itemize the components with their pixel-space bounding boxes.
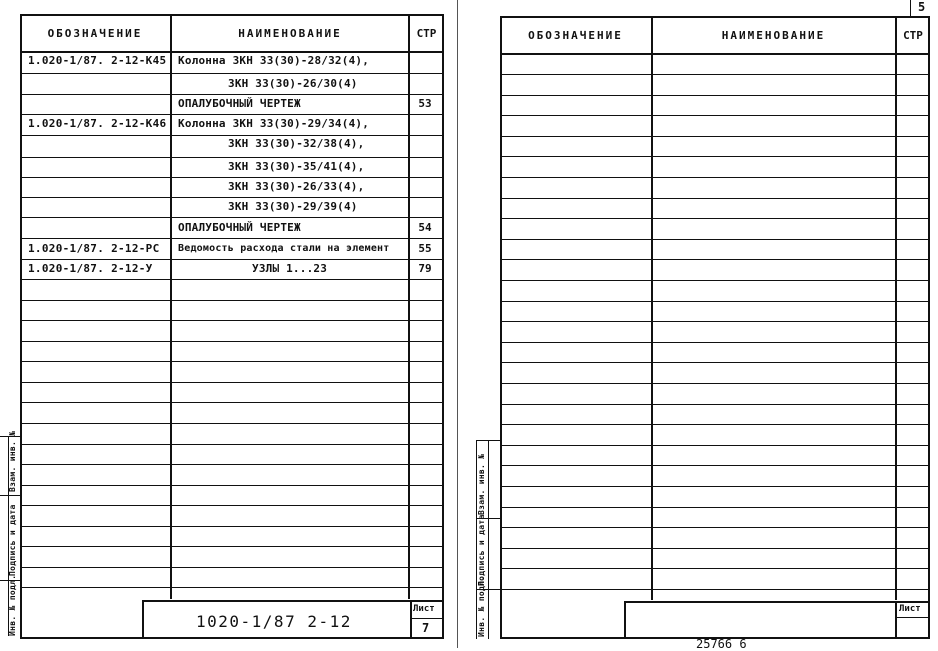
right-header-rule — [500, 53, 930, 55]
row-rule — [20, 485, 444, 486]
left-row-8-name: 3КН 33(30)-29/39(4) — [228, 200, 358, 213]
row-rule — [500, 136, 930, 137]
right-margin-strip-top — [476, 440, 500, 441]
row-rule — [20, 279, 444, 280]
left-row-4-name: Колонна 3КН 33(30)-29/34(4), — [178, 117, 370, 130]
row-rule — [20, 157, 444, 158]
left-row-3-page: 53 — [418, 97, 432, 110]
row-rule — [20, 444, 444, 445]
left-row-11-page: 79 — [418, 262, 432, 275]
left-margin-label-2: Подпись и дата — [8, 504, 17, 576]
right-stamp-sheet-divider — [895, 601, 897, 639]
left-stamp-sheet-divider — [410, 600, 412, 639]
row-rule — [20, 382, 444, 383]
left-col-divider-1 — [170, 14, 172, 599]
row-rule — [500, 280, 930, 281]
right-margin-label-1: Инв. № подл. — [477, 575, 486, 637]
left-row-10-page: 55 — [418, 242, 432, 255]
right-header-page: СТР — [903, 29, 923, 42]
row-rule — [500, 383, 930, 384]
row-rule — [500, 527, 930, 528]
row-rule — [20, 546, 444, 547]
row-rule — [500, 156, 930, 157]
row-rule — [20, 300, 444, 301]
left-row-10-code: 1.020-1/87. 2-12-РС — [28, 242, 160, 255]
row-rule — [20, 423, 444, 424]
left-stamp-top-rule — [142, 600, 444, 602]
left-row-5-name: 3КН 33(30)-32/38(4), — [228, 137, 365, 150]
right-page-number: 5 — [918, 0, 926, 14]
left-stamp-left-rule — [142, 600, 144, 639]
row-rule — [500, 507, 930, 508]
row-rule — [500, 445, 930, 446]
left-margin-strip-mid-1 — [0, 495, 20, 496]
left-row-9-page: 54 — [418, 221, 432, 234]
left-margin-label-3: Инв. № подл. — [8, 574, 17, 636]
row-rule — [20, 402, 444, 403]
left-row-4-code: 1.020-1/87. 2-12-К46 — [28, 117, 167, 130]
row-rule — [500, 218, 930, 219]
left-stamp-doc-number: 1020-1/87 2-12 — [196, 612, 352, 631]
row-rule — [500, 342, 930, 343]
row-rule — [20, 217, 444, 218]
left-header-name: НАИМЕНОВАНИЕ — [238, 27, 342, 40]
row-rule — [20, 505, 444, 506]
row-rule — [20, 259, 444, 260]
row-rule — [20, 341, 444, 342]
left-row-3-name: ОПАЛУБОЧНЫЙ ЧЕРТЕЖ — [178, 97, 301, 110]
row-rule — [20, 135, 444, 136]
row-rule — [500, 424, 930, 425]
center-gutter-line — [457, 0, 458, 648]
row-rule — [20, 197, 444, 198]
left-stamp-sheet-number: 7 — [422, 621, 430, 635]
row-rule — [20, 320, 444, 321]
row-rule — [500, 301, 930, 302]
right-stamp-left-rule — [624, 601, 626, 639]
row-rule — [500, 362, 930, 363]
left-header-rule — [20, 51, 444, 53]
row-rule — [500, 321, 930, 322]
left-row-2-name: 3КН 33(30)-26/30(4) — [228, 77, 358, 90]
right-margin-label-3: Взам. инв. № — [477, 453, 486, 515]
row-rule — [500, 74, 930, 75]
right-col-divider-2 — [895, 16, 897, 600]
row-rule — [500, 568, 930, 569]
right-stamp-sheet-label: Лист — [899, 604, 921, 614]
right-sheet — [500, 16, 930, 639]
row-rule — [20, 361, 444, 362]
left-row-1-code: 1.020-1/87. 2-12-К45 — [28, 54, 167, 67]
right-stamp-top-rule — [624, 601, 930, 603]
right-col-divider-1 — [651, 16, 653, 600]
right-margin-strip-inner — [488, 440, 489, 639]
row-rule — [20, 464, 444, 465]
row-rule — [500, 115, 930, 116]
row-rule — [20, 177, 444, 178]
row-rule — [500, 259, 930, 260]
left-row-11-name: УЗЛЫ 1...23 — [252, 262, 328, 275]
row-rule — [20, 526, 444, 527]
row-rule — [20, 587, 444, 588]
row-rule — [500, 198, 930, 199]
left-header-page: СТР — [416, 27, 437, 40]
left-row-1-name: Колонна 3КН 33(30)-28/32(4), — [178, 54, 370, 67]
right-margin-label-2: Подпись и дата — [477, 514, 486, 586]
right-header-name: НАИМЕНОВАНИЕ — [721, 29, 826, 42]
row-rule — [500, 548, 930, 549]
row-rule — [20, 94, 444, 95]
row-rule — [500, 95, 930, 96]
left-margin-label-1: Взам. инв. № — [8, 430, 17, 492]
row-rule — [20, 567, 444, 568]
right-header-designation: ОБОЗНАЧЕНИЕ — [528, 29, 623, 42]
row-rule — [20, 114, 444, 115]
left-row-11-code: 1.020-1/87. 2-12-У — [28, 262, 153, 275]
left-row-9-name: ОПАЛУБОЧНЫЙ ЧЕРТЕЖ — [178, 221, 301, 234]
row-rule — [20, 73, 444, 74]
row-rule — [500, 239, 930, 240]
row-rule — [500, 486, 930, 487]
row-rule — [20, 238, 444, 239]
right-page-tab-left — [910, 0, 911, 16]
row-rule — [500, 404, 930, 405]
left-row-10-name: Ведомость расхода стали на элемент — [178, 243, 390, 254]
footer-number: 25766 6 — [696, 637, 747, 651]
right-stamp-sheet-rule — [895, 617, 930, 618]
left-header-designation: ОБОЗНАЧЕНИЕ — [47, 27, 143, 40]
row-rule — [500, 465, 930, 466]
left-row-7-name: 3КН 33(30)-26/33(4), — [228, 180, 365, 193]
left-row-6-name: 3КН 33(30)-35/41(4), — [228, 160, 365, 173]
left-stamp-sheet-rule — [410, 618, 444, 619]
row-rule — [500, 177, 930, 178]
left-stamp-sheet-label: Лист — [413, 604, 435, 614]
row-rule — [500, 589, 930, 590]
